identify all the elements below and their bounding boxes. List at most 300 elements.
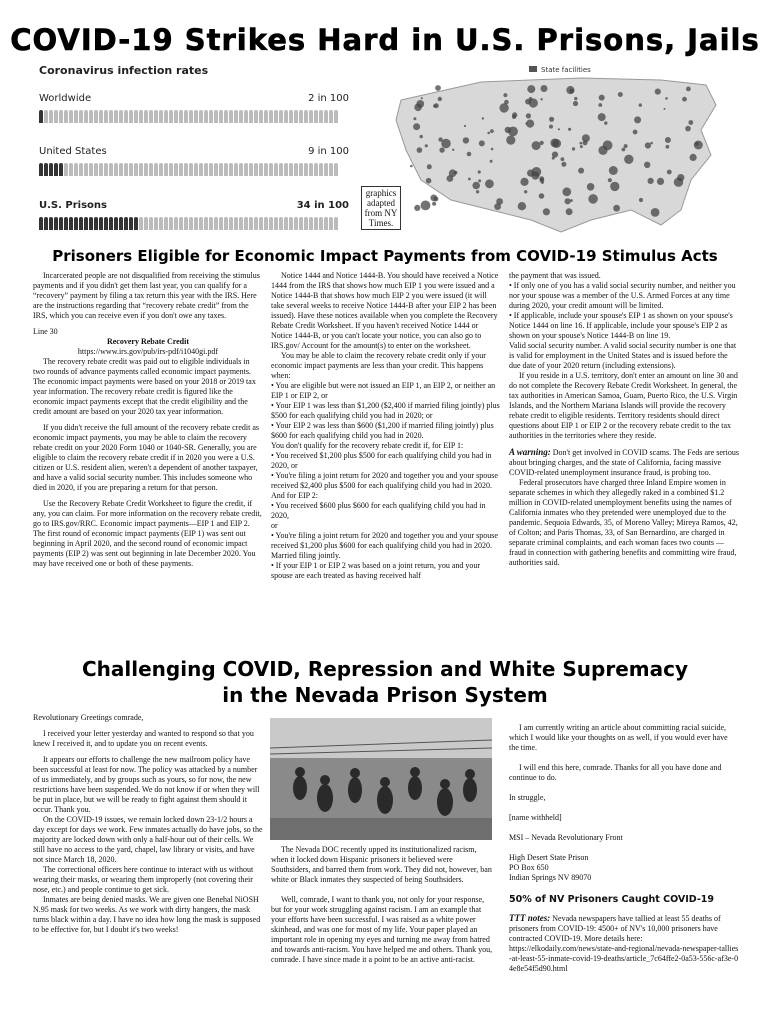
outbreak-dot bbox=[685, 126, 691, 132]
outbreak-dot bbox=[485, 179, 494, 188]
paragraph: the payment that was issued. bbox=[509, 271, 601, 280]
outbreak-dot bbox=[694, 141, 703, 150]
person-icon bbox=[264, 163, 268, 176]
outbreak-dot bbox=[427, 164, 432, 169]
person-icon bbox=[274, 110, 278, 123]
person-icon bbox=[279, 110, 283, 123]
person-icon bbox=[329, 217, 333, 230]
person-icon bbox=[309, 217, 313, 230]
person-icon bbox=[109, 110, 113, 123]
sidebar-link[interactable]: https://elkodaily.com/news/state-and-regional/nevada-newspaper-tallies-at-least-55-inmate-covid-19-deaths/article_7c64ffe2-0a53-556c-af3e-04e8e54f5d90.html bbox=[509, 944, 739, 973]
person-icon bbox=[99, 110, 103, 123]
paragraph: I received your letter yesterday and wanted to respond so that you knew I received it, and to update you on recent events. bbox=[33, 729, 254, 748]
person-icon bbox=[149, 217, 153, 230]
person-icon bbox=[294, 163, 298, 176]
outbreak-dot bbox=[540, 98, 542, 100]
person-icon bbox=[104, 163, 108, 176]
person-icon bbox=[324, 217, 328, 230]
person-icon bbox=[54, 110, 58, 123]
outbreak-dot bbox=[566, 208, 573, 215]
person-icon bbox=[204, 217, 208, 230]
person-icon bbox=[124, 217, 128, 230]
outbreak-dot bbox=[624, 144, 628, 148]
closing: In struggle, bbox=[509, 793, 546, 802]
person-icon bbox=[114, 217, 118, 230]
person-icon bbox=[224, 217, 228, 230]
person-icon bbox=[69, 110, 73, 123]
outbreak-dot bbox=[414, 205, 420, 211]
outbreak-dot bbox=[650, 142, 653, 145]
person-icon bbox=[229, 110, 233, 123]
person-icon bbox=[249, 163, 253, 176]
warning-paragraph bbox=[509, 447, 739, 478]
person-icon bbox=[229, 163, 233, 176]
outbreak-dot bbox=[421, 97, 423, 99]
person-icon bbox=[139, 110, 143, 123]
outbreak-dot bbox=[618, 92, 623, 97]
person-icon bbox=[234, 110, 238, 123]
warning-label: A warning: bbox=[509, 447, 551, 457]
person-icon bbox=[74, 217, 78, 230]
outbreak-dot bbox=[432, 202, 436, 206]
sidebar-title: 50% of NV Prisoners Caught COVID-19 bbox=[509, 894, 715, 905]
person-icon bbox=[309, 163, 313, 176]
person-icon bbox=[189, 217, 193, 230]
person-icon bbox=[104, 217, 108, 230]
person-icon bbox=[64, 217, 68, 230]
outbreak-dot bbox=[467, 152, 472, 157]
outbreak-dot bbox=[527, 85, 535, 93]
people-row-us bbox=[39, 163, 353, 177]
outbreak-dot bbox=[565, 198, 571, 204]
paragraph: Inmates are being denied masks. We are given one Benehal NiOSH N.95 mask for two weeks. As we work with dirty hangers, the mask turns black within a day. I have no idea how long the mask is supposed to be effective for, but I doubt it's two weeks! bbox=[33, 895, 261, 934]
person-icon bbox=[259, 110, 263, 123]
person-icon bbox=[199, 217, 203, 230]
person-icon bbox=[249, 110, 253, 123]
person-icon bbox=[219, 110, 223, 123]
person-icon bbox=[119, 163, 123, 176]
person-icon bbox=[319, 163, 323, 176]
outbreak-dot bbox=[520, 178, 528, 186]
person-icon bbox=[264, 217, 268, 230]
row-value-worldwide: 2 in 100 bbox=[308, 93, 349, 104]
stimulus-subhead: Prisoners Eligible for Economic Impact Payments from COVID-19 Stimulus Acts bbox=[52, 247, 718, 265]
person-icon bbox=[124, 163, 128, 176]
outbreak-dot bbox=[562, 187, 571, 196]
person-icon bbox=[274, 217, 278, 230]
person-icon bbox=[44, 217, 48, 230]
outbreak-dot bbox=[472, 182, 480, 190]
outbreak-dot bbox=[526, 113, 531, 118]
sidebar-paragraph bbox=[509, 913, 739, 944]
paragraph: Incarcerated people are not disqualified from receiving the stimulus payments and if you didn't get them last year, you can qualify for a “recovery” payment by filing a tax return this year with the IRS. Here are the instructions regarding that “recovery rebate credit” from the IRS, which you can receive even if you don't owe any taxes. bbox=[33, 271, 260, 320]
person-icon bbox=[289, 217, 293, 230]
outbreak-dot bbox=[610, 182, 619, 191]
outbreak-dot bbox=[425, 144, 428, 147]
bullet: • You received $1,200 plus $500 for each qualifying child you had in 2020, or bbox=[271, 451, 492, 470]
outbreak-dot bbox=[541, 181, 544, 184]
outbreak-dot bbox=[599, 95, 605, 101]
paragraph: You don't qualify for the recovery rebate credit if, for EIP 1: bbox=[271, 441, 464, 450]
outbreak-dot bbox=[573, 101, 578, 106]
outbreak-dot bbox=[613, 205, 620, 212]
row-label-prisons: U.S. Prisons bbox=[39, 200, 107, 211]
person-icon bbox=[244, 163, 248, 176]
person-icon bbox=[149, 163, 153, 176]
outbreak-dot bbox=[464, 125, 466, 127]
person-icon bbox=[109, 217, 113, 230]
outbreak-dot bbox=[666, 145, 670, 149]
map-legend: State facilities bbox=[541, 66, 591, 74]
person-icon bbox=[184, 163, 188, 176]
person-icon bbox=[184, 110, 188, 123]
person-icon bbox=[149, 110, 153, 123]
person-icon bbox=[164, 110, 168, 123]
bullet: • You're filing a joint return for 2020 and together you and your spouse received $2,400 plus $500 for each qualifying child you had in 2020. bbox=[271, 471, 498, 490]
paragraph: Well, comrade, I want to thank you, not only for your response, but for your work struggling against racism. I am an example that your efforts have been successful. I was raised as a white power skinhead, and was one for most of my life. Your paper played an important role in opening my eyes and turning me away from hatred and towards anti-racism. You have helped me and others. Thank you, comrade. I have since made it a point to be an active anti-racist. bbox=[271, 895, 493, 964]
person-icon bbox=[319, 217, 323, 230]
outbreak-dot bbox=[549, 117, 554, 122]
outbreak-dot bbox=[604, 121, 607, 124]
person-icon bbox=[284, 163, 288, 176]
people-row-worldwide bbox=[39, 110, 353, 124]
person-icon bbox=[119, 217, 123, 230]
outbreak-dot bbox=[598, 103, 602, 107]
person-icon bbox=[144, 110, 148, 123]
outbreak-dot bbox=[490, 129, 494, 133]
infographic-title: Coronavirus infection rates bbox=[39, 64, 209, 77]
person-icon bbox=[59, 217, 63, 230]
paragraph: Federal prosecutors have charged three Inland Empire women in separate schemes in which they allegedly raked in a combined $1.2 million in COVID-related unemployment benefits using the names of California inmates who they pretended were unemployed due to the pandemic. Sequoia Edwards, 35, of Moreno Valley; Mireya Ramos, 42, of Colton; and Paris Thomas, 33, of San Bernardino, are charged in separate criminal complaints, and each woman faces two counts — fraud in connection with gathering benefits and committing wire fraud, authorities said. bbox=[509, 478, 738, 567]
person-icon bbox=[224, 110, 228, 123]
outbreak-dot bbox=[525, 123, 527, 125]
person-icon bbox=[199, 163, 203, 176]
person-icon bbox=[169, 217, 173, 230]
stimulus-column-3 bbox=[509, 271, 739, 568]
person-icon bbox=[49, 163, 53, 176]
outbreak-dot bbox=[478, 179, 481, 182]
person-icon bbox=[174, 217, 178, 230]
person-icon bbox=[239, 163, 243, 176]
outbreak-dot bbox=[657, 178, 664, 185]
paragraph: On the COVID-19 issues, we remain locked down 23-1/2 hours a day except for days we work. Few inmates actually do have jobs, so the majority are locked down with only a half-hour out of their cells. We still have no access to the yard, chapel, law library or visits, and have not since March 18, 2020. bbox=[33, 815, 263, 864]
person-icon bbox=[69, 217, 73, 230]
person-icon bbox=[239, 110, 243, 123]
person-icon bbox=[159, 163, 163, 176]
person-icon bbox=[199, 110, 203, 123]
outbreak-dot bbox=[587, 183, 595, 191]
person-icon bbox=[39, 217, 43, 230]
address-line: PO Box 650 bbox=[509, 863, 549, 872]
person-icon bbox=[324, 163, 328, 176]
row-label-us: United States bbox=[39, 146, 107, 157]
person-icon bbox=[254, 217, 258, 230]
outbreak-dot bbox=[529, 97, 533, 101]
outbreak-dot bbox=[539, 176, 544, 181]
person-icon bbox=[89, 163, 93, 176]
person-icon bbox=[129, 110, 133, 123]
outbreak-dot bbox=[665, 97, 668, 100]
person-icon bbox=[114, 163, 118, 176]
address-line: High Desert State Prison bbox=[509, 853, 589, 862]
outbreak-dot bbox=[580, 142, 583, 145]
person-icon bbox=[139, 163, 143, 176]
person-icon bbox=[89, 110, 93, 123]
outbreak-dot bbox=[491, 148, 494, 151]
person-icon bbox=[129, 217, 133, 230]
person-icon bbox=[54, 163, 58, 176]
outbreak-dot bbox=[665, 137, 671, 143]
person-icon bbox=[224, 163, 228, 176]
graphic-credit: graphics adapted from NY Times. bbox=[361, 186, 401, 230]
person-icon bbox=[334, 110, 338, 123]
outbreak-dot bbox=[476, 190, 479, 193]
person-icon bbox=[269, 163, 273, 176]
person-icon bbox=[209, 163, 213, 176]
person-icon bbox=[269, 110, 273, 123]
person-icon bbox=[74, 163, 78, 176]
outbreak-dot bbox=[639, 103, 642, 106]
outbreak-dot bbox=[648, 178, 654, 184]
nevada-headline bbox=[0, 656, 770, 708]
outbreak-dot bbox=[439, 147, 444, 152]
paragraph: Valid social security number. A valid social security number is one that is valid for employment in the United States and is issued before the due date of your 2020 return (including extensions). bbox=[509, 341, 737, 370]
outbreak-dot bbox=[518, 202, 526, 210]
person-icon bbox=[279, 163, 283, 176]
person-icon bbox=[249, 217, 253, 230]
outbreak-dot bbox=[433, 104, 436, 107]
outbreak-dot bbox=[541, 85, 548, 92]
person-icon bbox=[289, 163, 293, 176]
person-icon bbox=[94, 163, 98, 176]
outbreak-dot bbox=[434, 197, 439, 202]
outbreak-dot bbox=[561, 157, 565, 161]
outbreak-dot bbox=[421, 201, 431, 211]
outbreak-dot bbox=[482, 117, 484, 119]
outbreak-dot bbox=[598, 113, 606, 121]
person-icon bbox=[154, 163, 158, 176]
paragraph: You may be able to claim the recovery rebate credit only if your economic impact payments are less than your credit. This happens when: bbox=[271, 351, 486, 380]
row-value-prisons: 34 in 100 bbox=[296, 200, 349, 211]
person-icon bbox=[134, 163, 138, 176]
person-icon bbox=[44, 110, 48, 123]
bullet: • If applicable, include your spouse's EIP 1 as shown on your spouse's Notice 1444 on line 16. If applicable, include your spouse's EIP 2 as shown on your spouse's Notice 1444-B on line 19. bbox=[509, 311, 733, 340]
person-icon bbox=[184, 217, 188, 230]
person-icon bbox=[254, 163, 258, 176]
irs-link[interactable]: https://www.irs.gov/pub/irs-pdf/i1040gi.pdf bbox=[77, 347, 219, 356]
outbreak-dot bbox=[568, 128, 571, 131]
outbreak-dot bbox=[651, 208, 660, 217]
person-icon bbox=[49, 110, 53, 123]
outbreak-dot bbox=[449, 169, 457, 177]
paragraph: I will end this here, comrade. Thanks for all you have done and continue to do. bbox=[509, 763, 722, 782]
outbreak-dot bbox=[504, 100, 509, 105]
person-icon bbox=[314, 110, 318, 123]
outbreak-dot bbox=[566, 86, 574, 94]
person-icon bbox=[134, 110, 138, 123]
sidebar-label: TTT notes: bbox=[509, 913, 551, 923]
letter-column-1 bbox=[33, 713, 263, 935]
person-icon bbox=[84, 110, 88, 123]
person-icon bbox=[304, 163, 308, 176]
address-line: Indian Springs NV 89070 bbox=[509, 873, 592, 882]
person-icon bbox=[269, 217, 273, 230]
person-icon bbox=[99, 217, 103, 230]
outbreak-dot bbox=[512, 115, 516, 119]
stimulus-column-1 bbox=[33, 271, 263, 569]
person-icon bbox=[54, 217, 58, 230]
person-icon bbox=[229, 217, 233, 230]
stimulus-column-2 bbox=[271, 271, 501, 581]
outbreak-dot bbox=[690, 154, 697, 161]
person-icon bbox=[214, 217, 218, 230]
person-icon bbox=[194, 110, 198, 123]
person-icon bbox=[164, 163, 168, 176]
person-icon bbox=[209, 217, 213, 230]
outbreak-dot bbox=[420, 135, 423, 138]
person-icon bbox=[259, 163, 263, 176]
outbreak-dot bbox=[682, 97, 687, 102]
outbreak-dot bbox=[417, 147, 423, 153]
person-icon bbox=[329, 163, 333, 176]
outbreak-dot bbox=[634, 116, 641, 123]
person-icon bbox=[324, 110, 328, 123]
person-icon bbox=[254, 110, 258, 123]
organization: MSI – Nevada Revolutionary Front bbox=[509, 833, 623, 842]
person-icon bbox=[99, 163, 103, 176]
person-icon bbox=[129, 163, 133, 176]
person-icon bbox=[209, 110, 213, 123]
paragraph: The recovery rebate credit was paid out to eligible individuals in two rounds of advance payments called economic impact payments. The economic impact payments were based on your 2018 or 2019 tax year information. The recovery rebate credit is figured like the economic impact payments except that the credit eligibility and the credit amount are based on your 2020 tax year information. bbox=[33, 357, 256, 416]
infection-rates-graphic bbox=[33, 60, 359, 240]
person-icon bbox=[234, 217, 238, 230]
person-icon bbox=[334, 163, 338, 176]
paragraph: It appears our efforts to challenge the new mailroom policy have been successful at least for now. The policy was attacked by a number of us immediately, and by groups such as yours, so for now, the new restrictions have been suspended. We do not know if or when they will be put in place, but we will be ready to fight against them should it occur. Thank you. bbox=[33, 755, 260, 814]
sidebar-text: Nevada newspapers have tallied at least 55 deaths of prisoners from COVID-19: 4500+ of NV's 10,000 prisoners have contracted COVID-19. More details here: bbox=[509, 914, 721, 943]
paragraph: If you reside in a U.S. territory, don't enter an amount on line 30 and do not complete the Recovery Rebate Credit Worksheet. In general, the tax authorities in American Samoa, Guam, Puerto Rico, the U.S. Virgin Islands, and the Northern Mariana Islands will provide the recovery rebate credit to eligible residents. Territory residents should direct questions about EIP 1 or EIP 2 or the recovery rebate credit to the tax authorities in the territories where they reside. bbox=[509, 371, 738, 440]
person-icon bbox=[144, 163, 148, 176]
paragraph: or bbox=[271, 521, 278, 530]
outbreak-dot bbox=[503, 93, 507, 97]
paragraph: Married filing jointly. bbox=[271, 551, 341, 560]
outbreak-dot bbox=[413, 117, 416, 120]
outbreak-dot bbox=[552, 152, 558, 158]
outbreak-dot bbox=[588, 194, 598, 204]
outbreak-dot bbox=[622, 148, 626, 152]
outbreak-dot bbox=[552, 139, 561, 148]
outbreak-dot bbox=[645, 142, 651, 148]
prison-yard-photo bbox=[270, 718, 492, 840]
person-icon bbox=[164, 217, 168, 230]
salutation: Revolutionary Greetings comrade, bbox=[33, 713, 144, 722]
person-icon bbox=[214, 110, 218, 123]
outbreak-dot bbox=[490, 160, 493, 163]
person-icon bbox=[69, 163, 73, 176]
person-icon bbox=[259, 217, 263, 230]
outbreak-dot bbox=[583, 140, 588, 145]
outbreak-dot bbox=[674, 178, 683, 187]
outbreak-dot bbox=[549, 125, 553, 129]
outbreak-dot bbox=[664, 108, 666, 110]
warning-text: Don't get involved in COVID scams. The Feds are serious about bringing charges, and the state of California, facing massive COVID-related unemployment insurance fraud, is probing too. bbox=[509, 448, 739, 477]
person-icon bbox=[214, 163, 218, 176]
person-icon bbox=[189, 110, 193, 123]
person-icon bbox=[154, 110, 158, 123]
outbreak-dot bbox=[574, 97, 577, 100]
person-icon bbox=[179, 217, 183, 230]
person-icon bbox=[194, 163, 198, 176]
outbreak-dot bbox=[506, 136, 515, 145]
outbreak-dot bbox=[479, 140, 485, 146]
row-value-us: 9 in 100 bbox=[308, 146, 349, 157]
outbreak-dot bbox=[561, 162, 566, 167]
person-icon bbox=[79, 217, 83, 230]
person-icon bbox=[159, 217, 163, 230]
outbreak-dot bbox=[524, 190, 527, 193]
person-icon bbox=[194, 217, 198, 230]
outbreak-dot bbox=[487, 132, 490, 135]
outbreak-dot bbox=[410, 165, 413, 168]
person-icon bbox=[314, 163, 318, 176]
bullet: • You received $600 plus $600 for each qualifying child you had in 2020, bbox=[271, 501, 486, 520]
person-icon bbox=[169, 163, 173, 176]
letter-column-3 bbox=[509, 723, 739, 974]
outbreak-dot bbox=[570, 199, 573, 202]
person-icon bbox=[109, 163, 113, 176]
outbreak-dot bbox=[603, 140, 613, 150]
outbreak-dot bbox=[508, 127, 518, 137]
person-icon bbox=[44, 163, 48, 176]
person-icon bbox=[284, 217, 288, 230]
person-icon bbox=[174, 110, 178, 123]
person-icon bbox=[119, 110, 123, 123]
person-icon bbox=[134, 217, 138, 230]
person-icon bbox=[59, 163, 63, 176]
outbreak-dot bbox=[608, 178, 612, 182]
person-icon bbox=[244, 110, 248, 123]
person-icon bbox=[74, 110, 78, 123]
outbreak-dot bbox=[531, 172, 539, 180]
section-title: Recovery Rebate Credit bbox=[106, 337, 190, 346]
bullet: • You're filing a joint return for 2020 and together you and your spouse received $1,200 plus $600 for each qualifying child you had in 2020. bbox=[271, 531, 498, 550]
paragraph: Use the Recovery Rebate Credit Worksheet to figure the credit, if any, you can claim. For more information on the recovery rebate credit, go to IRS.gov/RRC. Economic impact payments—EIP 1 and EIP 2. The first round of economic impact payments (EIP 1) was sent out beginning in April 2020, and the second round of economic impact payments (EIP 2) was sent out beginning in late December 2020. You may have received one or both of these payments. bbox=[33, 499, 262, 568]
person-icon bbox=[79, 110, 83, 123]
outbreak-dot bbox=[413, 123, 420, 130]
outbreak-dot bbox=[578, 168, 584, 174]
outbreak-dot bbox=[624, 155, 633, 164]
outbreak-dot bbox=[452, 149, 454, 151]
bullet: • If only one of you has a valid social security number, and neither you nor your spouse was a member of the U.S. Armed Forces at any time during 2020, your credit amount will be limited. bbox=[509, 281, 736, 310]
headline: COVID-19 Strikes Hard in U.S. Prisons, Jails bbox=[10, 23, 760, 57]
person-icon bbox=[239, 217, 243, 230]
paragraph: If you didn't receive the full amount of the recovery rebate credit as economic impact payments, you may be able to claim the recovery rebate credit on your 2020 Form 1040 or 1040-SR. Generally, you are eligible to claim the recovery rebate credit if in 2020 you were a U.S. citizen or U.S. resident alien, weren't a dependent of another taxpayer, and have a valid social security number. This includes someone who died in 2020, if you are preparing a return for that person. bbox=[33, 423, 260, 492]
outbreak-dot bbox=[438, 97, 442, 101]
row-label-worldwide: Worldwide bbox=[39, 93, 92, 104]
outbreak-dot bbox=[688, 120, 693, 125]
person-icon bbox=[279, 217, 283, 230]
outbreak-dot bbox=[609, 166, 618, 175]
outbreak-dot bbox=[435, 85, 441, 91]
person-icon bbox=[294, 110, 298, 123]
bullet: • Your EIP 2 was less than $600 ($1,200 if married filing jointly) plus $600 for each qualifying child you had in 2020. bbox=[271, 421, 494, 440]
person-icon bbox=[179, 163, 183, 176]
outbreak-dot bbox=[633, 130, 638, 135]
person-icon bbox=[299, 163, 303, 176]
person-icon bbox=[219, 163, 223, 176]
outbreak-dot bbox=[580, 145, 583, 148]
person-icon bbox=[124, 110, 128, 123]
person-icon bbox=[264, 110, 268, 123]
